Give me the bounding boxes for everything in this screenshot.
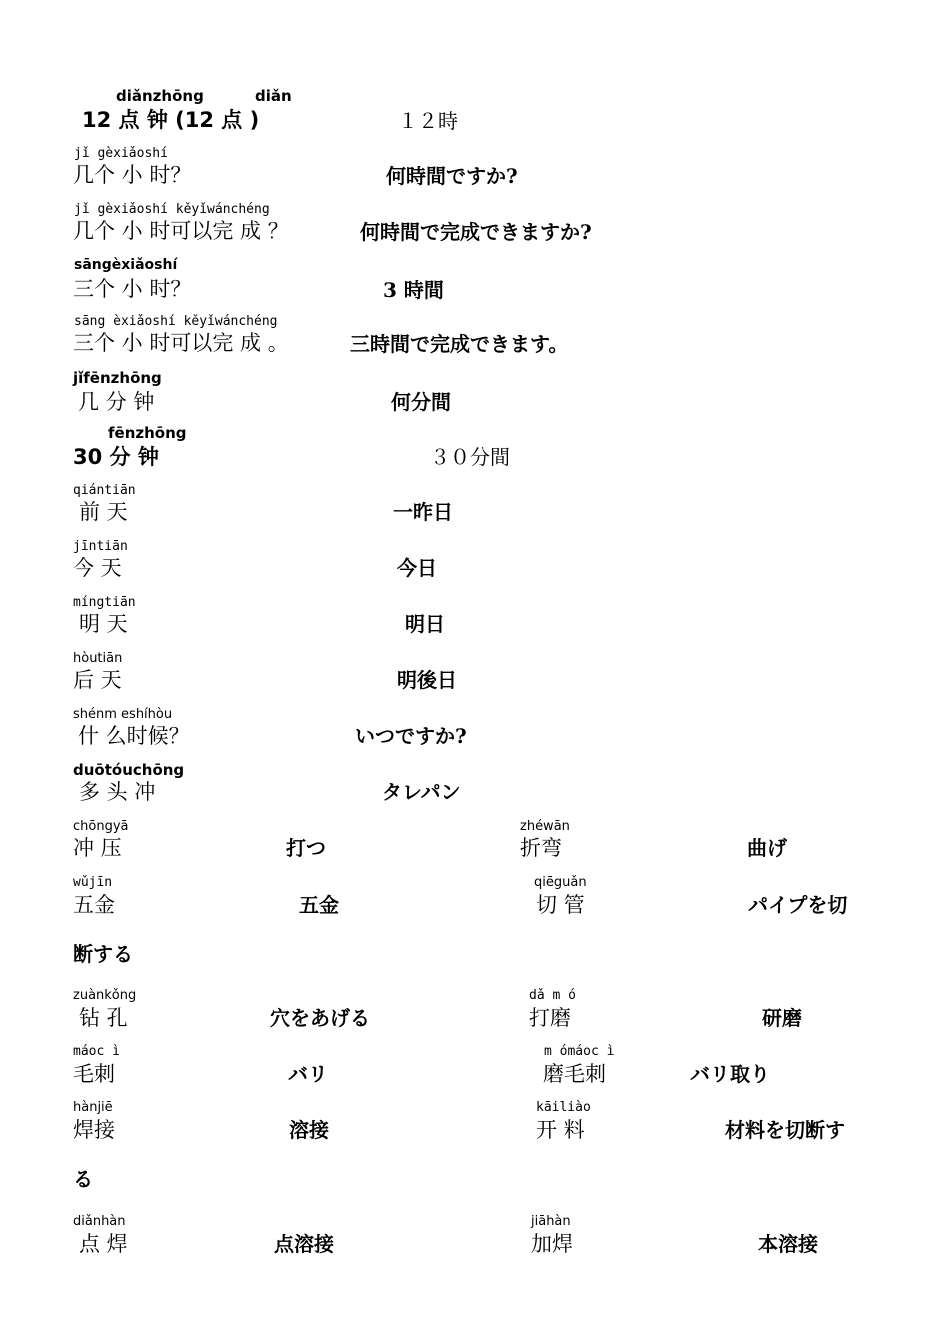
pinyin-line: sāngèxiǎoshí (74, 257, 178, 273)
pinyin-line: jiāhàn (531, 1214, 571, 1229)
japanese-translation: 曲げ (747, 836, 787, 860)
hanzi-term: 三个 小 时？ (73, 277, 192, 301)
pinyin-line: míngtiān (73, 595, 136, 610)
japanese-translation: 明後日 (397, 668, 457, 692)
pinyin-line: fēnzhōng (108, 424, 187, 442)
japanese-translation: タレパン (382, 780, 461, 804)
hanzi-term: 什 么时候？ (78, 724, 190, 748)
hanzi-term: 三个 小 时可以完 成 。 (73, 331, 289, 355)
japanese-translation: 3 時間 (383, 278, 444, 302)
pinyin-line: duōtóuchōng (73, 761, 185, 779)
pinyin-line: dǎ m ó (529, 988, 576, 1003)
japanese-translation: 一昨日 (393, 500, 453, 524)
pinyin-line: diǎnhàn (73, 1214, 126, 1229)
hanzi-term: 后 天 (73, 668, 122, 692)
japanese-translation: バリ (288, 1062, 328, 1086)
hanzi-term: 冲 压 (73, 836, 122, 860)
pinyin-line: jǐ gèxiǎoshí kěyǐwánchéng (74, 202, 270, 217)
japanese-translation: バリ取り (690, 1062, 770, 1086)
japanese-translation: 何分間 (391, 390, 451, 414)
japanese-translation-continuation: 断する (73, 942, 133, 966)
pinyin-line: zhéwān (520, 819, 570, 834)
hanzi-term: 明 天 (79, 612, 128, 636)
pinyin-line: jǐfēnzhōng (73, 369, 162, 387)
hanzi-term: 折弯 (520, 836, 562, 860)
hanzi-term: 几个 小 时可以完 成 ？ (73, 219, 289, 243)
pinyin-line: qiántiān (73, 483, 136, 498)
japanese-translation: 何時間ですか? (386, 164, 518, 188)
japanese-translation: 明日 (405, 612, 445, 636)
japanese-translation-continuation: る (73, 1167, 93, 1191)
hanzi-term: 磨毛刺 (543, 1062, 606, 1086)
hanzi-term: 开 料 (536, 1118, 585, 1142)
hanzi-term: 加焊 (531, 1232, 573, 1256)
hanzi-term: 焊接 (73, 1118, 115, 1142)
japanese-translation: 研磨 (762, 1006, 802, 1030)
pinyin-line: wǔjīn (73, 875, 113, 890)
japanese-translation: 材料を切断す (725, 1118, 845, 1142)
pinyin-line: hòutiān (73, 651, 123, 666)
japanese-translation: ３０分間 (430, 445, 510, 469)
hanzi-term: 今 天 (73, 556, 122, 580)
hanzi-term: 五金 (73, 893, 115, 917)
japanese-translation: 本溶接 (758, 1232, 818, 1256)
japanese-translation: パイプを切 (748, 893, 848, 917)
japanese-translation: いつですか? (355, 724, 467, 748)
pinyin-line: diǎn (255, 87, 292, 105)
pinyin-line: sāng èxiǎoshí kěyǐwánchéng (74, 314, 278, 329)
pinyin-line: kāiliào (536, 1100, 591, 1115)
hanzi-term: 切 管 (536, 893, 585, 917)
hanzi-term: 12 点 钟 (12 点 ) (82, 108, 260, 132)
pinyin-line: máoc ì (73, 1044, 120, 1059)
hanzi-term: 30 分 钟 (73, 445, 159, 469)
japanese-translation: 五金 (299, 893, 339, 917)
pinyin-line: diǎnzhōng (116, 87, 204, 105)
hanzi-term: 前 天 (79, 500, 128, 524)
pinyin-line: hànjiē (73, 1100, 113, 1115)
pinyin-line: qiēguǎn (534, 875, 587, 890)
japanese-translation: 今日 (397, 556, 437, 580)
pinyin-line: jīntiān (73, 539, 128, 554)
japanese-translation: １２時 (398, 109, 458, 133)
pinyin-line: m ómáoc ì (544, 1044, 615, 1059)
hanzi-term: 点 焊 (79, 1232, 128, 1256)
japanese-translation: 三時間で完成できます。 (350, 332, 569, 356)
japanese-translation: 穴をあげる (270, 1006, 370, 1030)
japanese-translation: 溶接 (289, 1118, 329, 1142)
hanzi-term: 多 头 冲 (79, 780, 156, 804)
pinyin-line: chōngyā (73, 819, 129, 834)
japanese-translation: 何時間で完成できますか? (360, 220, 592, 244)
japanese-translation: 点溶接 (274, 1232, 334, 1256)
hanzi-term: 打磨 (529, 1006, 571, 1030)
japanese-translation: 打つ (286, 836, 326, 860)
hanzi-term: 几个 小 时？ (73, 163, 192, 187)
hanzi-term: 几 分 钟 (78, 390, 155, 414)
pinyin-line: jǐ gèxiǎoshí (74, 146, 168, 161)
pinyin-line: zuànkǒng (73, 988, 137, 1003)
hanzi-term: 毛刺 (73, 1062, 115, 1086)
hanzi-term: 钻 孔 (79, 1006, 128, 1030)
pinyin-line: shénm eshíhòu (73, 707, 173, 722)
